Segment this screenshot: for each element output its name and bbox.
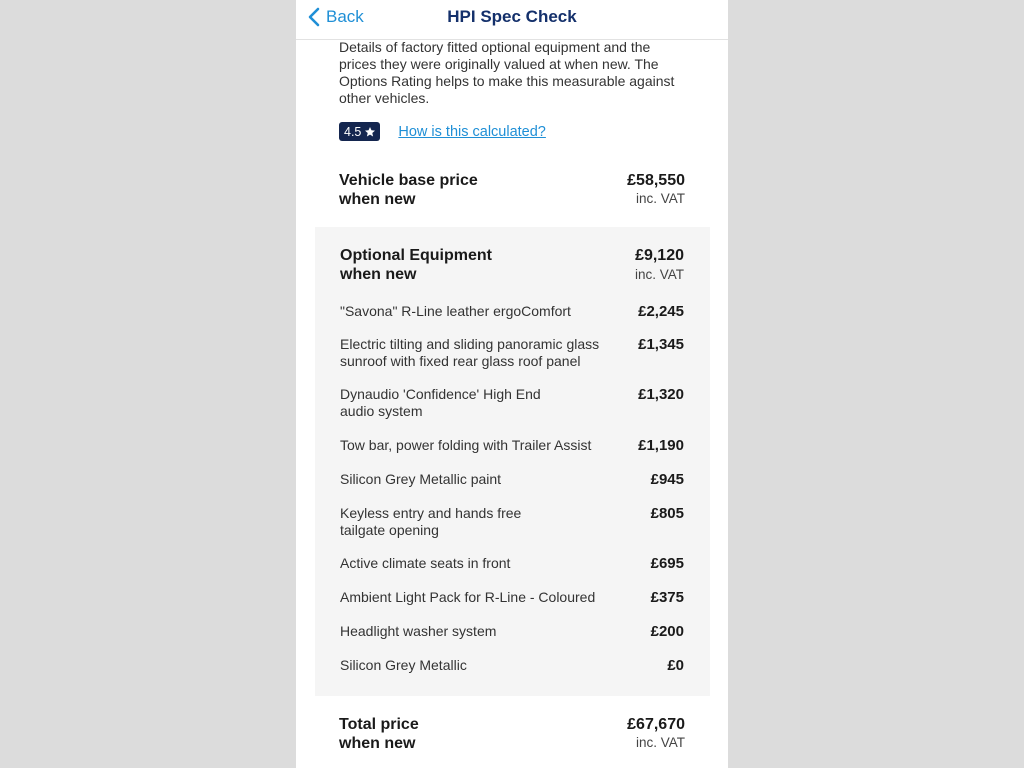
- base-price-label-line2: when new: [339, 191, 416, 208]
- optional-equipment-vat: inc. VAT: [634, 267, 684, 282]
- total-price-vat: inc. VAT: [635, 735, 685, 750]
- option-name: Dynaudio 'Confidence' High End audio system: [340, 386, 541, 419]
- option-item: [340, 386, 684, 420]
- option-name: Silicon Grey Metallic: [340, 657, 467, 673]
- option-price: £375: [650, 589, 684, 606]
- option-price: £1,345: [638, 336, 684, 353]
- option-price: £1,320: [638, 386, 684, 403]
- option-name: Headlight washer system: [340, 623, 497, 639]
- option-name: Ambient Light Pack for R-Line - Coloured: [340, 589, 596, 605]
- option-item: [340, 437, 684, 454]
- total-price-value: £67,670: [627, 716, 685, 733]
- optional-equipment-header: [340, 246, 684, 284]
- option-item: [340, 589, 684, 606]
- how-calculated-link[interactable]: How is this calculated?: [398, 123, 546, 140]
- option-name: Electric tilting and sliding panoramic glass sunroof with fixed rear glass roof panel: [340, 336, 600, 369]
- option-item: [340, 471, 684, 488]
- optional-equipment-panel: [315, 227, 710, 696]
- back-label: Back: [326, 7, 364, 26]
- option-price: £1,190: [638, 437, 684, 454]
- total-price-label: [339, 715, 539, 753]
- option-price: £945: [650, 471, 684, 488]
- option-item: [340, 555, 684, 572]
- total-label-line2: when new: [339, 735, 416, 752]
- rating-value: 4.5: [344, 124, 362, 139]
- base-price-label-line1: Vehicle base price: [339, 172, 478, 189]
- option-price: £200: [650, 623, 684, 640]
- option-name: Tow bar, power folding with Trailer Assist: [340, 437, 592, 453]
- optional-equipment-label: [340, 246, 540, 284]
- option-name: "Savona" R-Line leather ergoComfort: [340, 303, 571, 319]
- option-item: [340, 657, 684, 674]
- optional-label-line1: Optional Equipment: [340, 247, 492, 264]
- app-screen: [296, 0, 728, 768]
- option-item: [340, 336, 684, 370]
- base-price-value: £58,550: [627, 172, 685, 189]
- option-name: Keyless entry and hands free tailgate opening: [340, 505, 522, 538]
- options-rating: [339, 122, 546, 141]
- option-price: £695: [650, 555, 684, 572]
- navigation-bar: [296, 0, 728, 40]
- optional-label-line2: when new: [340, 266, 417, 283]
- option-item: [340, 623, 684, 640]
- option-item: [340, 505, 684, 539]
- intro-text: Details of factory fitted optional equipment and the prices they were originally valued at when new. The Options Rating helps to make this measurable against other vehicles.: [339, 39, 675, 106]
- page-title: HPI Spec Check: [447, 7, 577, 26]
- optional-equipment-value: £9,120: [635, 247, 684, 264]
- option-price: £805: [650, 505, 684, 522]
- base-price-vat: inc. VAT: [635, 191, 685, 206]
- base-price-label: [339, 171, 539, 209]
- option-price: £2,245: [638, 303, 684, 320]
- option-price: £0: [667, 657, 684, 674]
- star-icon: [364, 126, 376, 138]
- total-label-line1: Total price: [339, 716, 419, 733]
- option-item: [340, 303, 684, 320]
- rating-badge: [339, 122, 380, 141]
- option-name: Active climate seats in front: [340, 555, 511, 571]
- option-name: Silicon Grey Metallic paint: [340, 471, 502, 487]
